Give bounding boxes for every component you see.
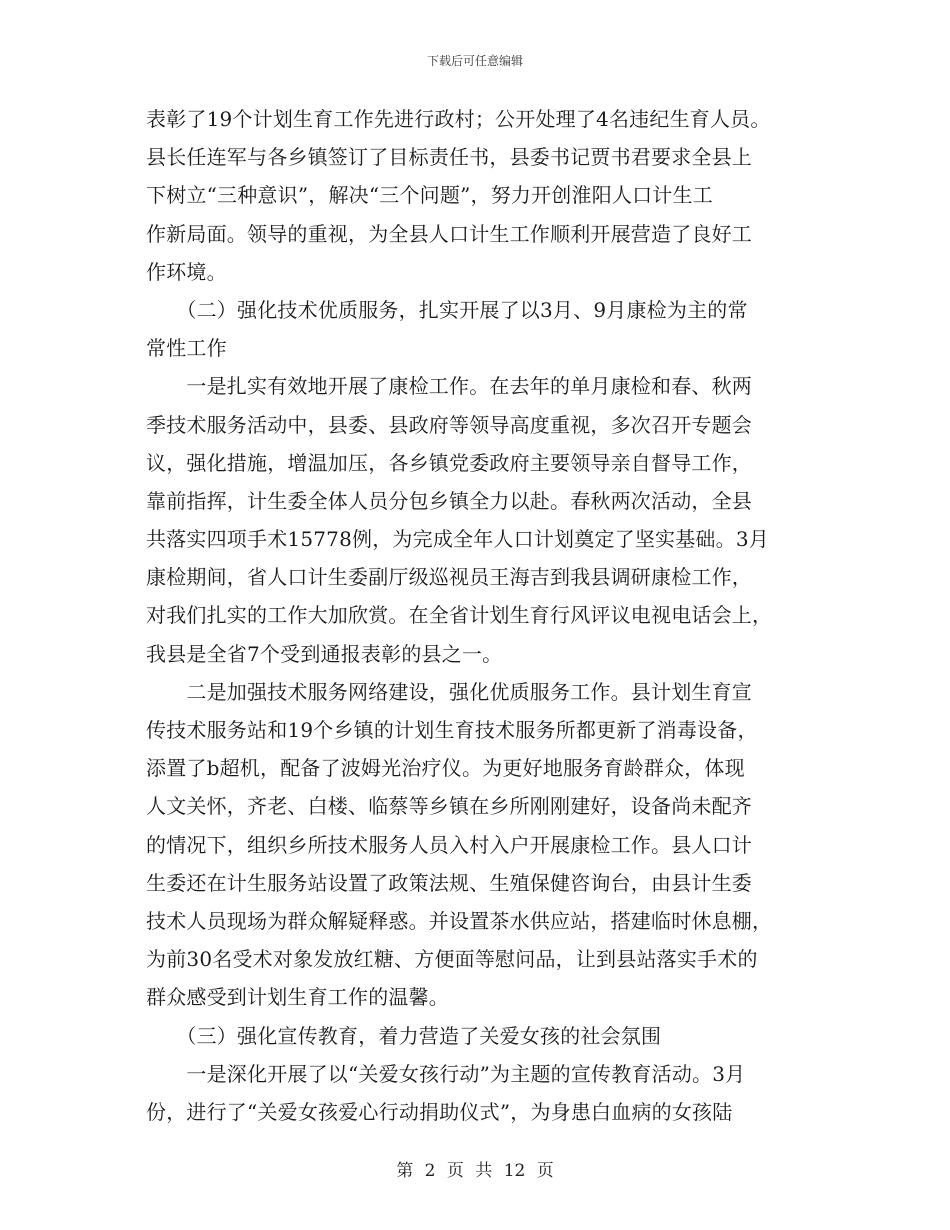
body-line: 作环境。 [146, 259, 227, 284]
body-line: 县长任连军与各乡镇签订了目标责任书，县委书记贾书君要求全县上 [146, 145, 752, 170]
body-line: 我县是全省7个受到通报表彰的县之一。 [146, 641, 503, 666]
body-line: 的情况下，组织乡所技术服务人员入村入户开展康检工作。县人口计 [146, 832, 752, 857]
section-heading: （二）强化技术优质服务，扎实开展了以3月、9月康检为主的常 [146, 297, 748, 322]
body-line: 靠前指挥，计生委全体人员分包乡镇全力以赴。春秋两次活动，全县 [146, 488, 752, 513]
body-line: 份，进行了“关爱女孩爱心行动捐助仪式”，为身患白血病的女孩陆 [146, 1099, 733, 1124]
body-line: 对我们扎实的工作大加欣赏。在全省计划生育行风评议电视电话会上， [146, 603, 773, 628]
body-line: 传技术服务站和19个乡镇的计划生育技术服务所都更新了消毒设备， [146, 718, 758, 742]
body-line: 群众感受到计划生育工作的温馨。 [146, 985, 449, 1010]
body-line: 为前30名受术对象发放红糖、方便面等慰问品，让到县站落实手术的 [146, 947, 758, 972]
body-line: 表彰了19个计划生育工作先进行政村；公开处理了4名违纪生育人员。 [146, 107, 771, 131]
body-line: 添置了b超机，配备了波姆光治疗仪。为更好地服务育龄群众，体现 [146, 756, 745, 781]
body-line: 一是扎实有效地开展了康检工作。在去年的单月康检和春、秋两 [146, 374, 752, 399]
section-heading: 常性工作 [146, 336, 227, 361]
page-header-note: 下载后可任意编辑 [426, 54, 523, 68]
body-line: 下树立“三种意识”，解决“三个问题”，努力开创淮阳人口计生工 [146, 183, 713, 208]
body-line: 共落实四项手术15778例，为完成全年人口计划奠定了坚实基础。3月 [146, 527, 769, 552]
body-line: 二是加强技术服务网络建设，强化优质服务工作。县计划生育宣 [146, 679, 752, 704]
body-line: 人文关怀，齐老、白楼、临蔡等乡镇在乡所刚刚建好，设备尚未配齐 [146, 794, 752, 819]
body-line: 一是深化开展了以“关爱女孩行动”为主题的宣传教育活动。3月 [146, 1061, 746, 1086]
body-line: 作新局面。领导的重视，为全县人口计生工作顺利开展营造了良好工 [146, 221, 752, 246]
body-line: 季技术服务活动中，县委、县政府等领导高度重视，多次召开专题会 [146, 412, 752, 437]
body-line: 生委还在计生服务站设置了政策法规、生殖保健咨询台，由县计生委 [146, 870, 752, 895]
body-text [146, 100, 814, 1131]
section-heading: （三）强化宣传教育，着力营造了关爱女孩的社会氛围 [146, 1023, 662, 1048]
body-line: 技术人员现场为群众解疑释惑。并设置茶水供应站，搭建临时休息棚， [146, 908, 773, 933]
body-line: 康检期间，省人口计生委副厅级巡视员王海吉到我县调研康检工作， [146, 565, 752, 590]
body-line: 议，强化措施，增温加压，各乡镇党委政府主要领导亲自督导工作， [146, 450, 752, 475]
page-number: 第 2 页 共 12 页 [396, 1161, 554, 1181]
